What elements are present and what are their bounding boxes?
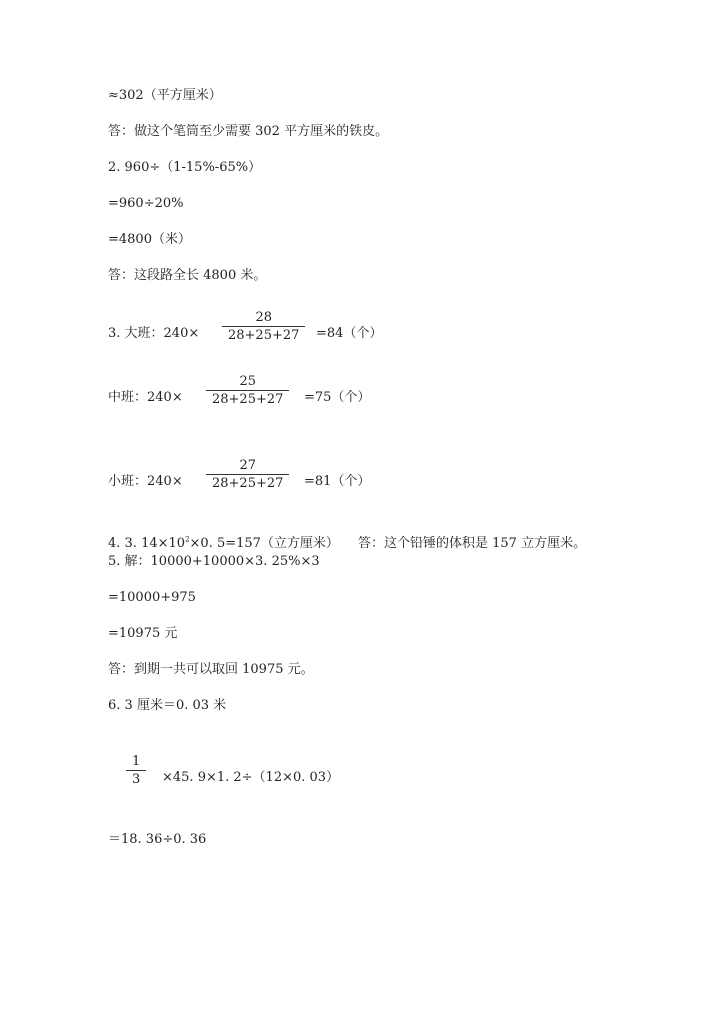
small-class-result: =81（个） — [304, 474, 371, 489]
fraction-bar — [126, 770, 146, 771]
fraction-bar — [206, 390, 289, 391]
middle-class-result: =75（个） — [304, 390, 371, 405]
middle-class-lhs: 中班：240× — [108, 390, 183, 405]
big-class-result: =84（个） — [316, 326, 383, 341]
answer-road-length: 答：这段路全长 4800 米。 — [108, 268, 267, 283]
fraction-denominator: 3 — [132, 772, 141, 787]
fraction-bar — [222, 326, 305, 327]
problem-5-expression: 5. 解：10000+10000×3. 25%×3 — [108, 554, 320, 569]
fraction-numerator: 27 — [239, 458, 256, 473]
answer-plumb-volume: 答：这个铅锤的体积是 157 立方厘米。 — [358, 536, 587, 551]
problem-4-volume — [108, 536, 339, 552]
problem-5-step-2: =10975 元 — [108, 626, 178, 641]
fraction-bar — [206, 474, 289, 475]
line-area-approx: ≈302（平方厘米） — [108, 88, 222, 103]
fraction-numerator: 28 — [255, 310, 272, 325]
problem-2-step-1: =960÷20% — [108, 196, 184, 211]
answer-pen-holder: 答：做这个笔筒至少需要 302 平方厘米的铁皮。 — [108, 124, 389, 139]
fraction-denominator: 28+25+27 — [212, 476, 284, 491]
problem-6-expression-rest: ×45. 9×1. 2÷（12×0. 03） — [162, 770, 340, 785]
fraction-numerator: 1 — [132, 754, 141, 769]
answer-withdrawal: 答：到期一共可以取回 10975 元。 — [108, 662, 314, 677]
problem-2-expression: 2. 960÷（1-15%-65%） — [108, 160, 262, 175]
problem-2-step-2: =4800（米） — [108, 232, 191, 247]
middle-class-fraction — [206, 374, 289, 407]
small-class-fraction — [206, 458, 289, 491]
fraction-denominator: 28+25+27 — [212, 392, 284, 407]
big-class-fraction — [222, 310, 305, 343]
problem-6-step-1: ＝18. 36÷0. 36 — [108, 832, 207, 847]
problem-4-expr-b: ×0. 5=157（立方厘米） — [189, 536, 339, 551]
fraction-denominator: 28+25+27 — [228, 328, 300, 343]
big-class-lhs: 3. 大班：240× — [108, 326, 200, 341]
small-class-lhs: 小班：240× — [108, 474, 183, 489]
problem-4-exponent: 2 — [185, 535, 190, 544]
problem-5-step-1: =10000+975 — [108, 590, 196, 605]
fraction-numerator: 25 — [239, 374, 256, 389]
one-third-fraction — [126, 754, 146, 787]
problem-6-conversion: 6. 3 厘米＝0. 03 米 — [108, 698, 227, 713]
problem-4-expr-a: 4. 3. 14×10 — [108, 536, 186, 551]
